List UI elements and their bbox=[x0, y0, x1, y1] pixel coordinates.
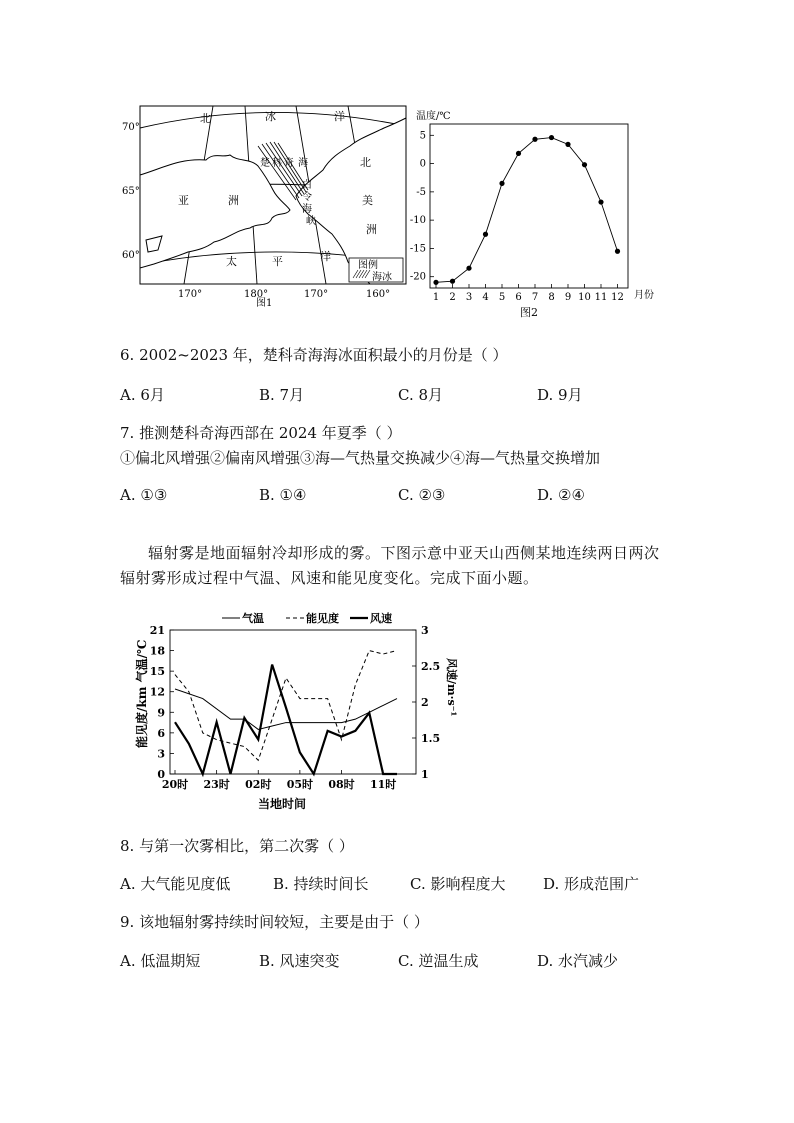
x-tick-label: 02时 bbox=[245, 778, 272, 791]
figure2-caption: 图2 bbox=[520, 306, 538, 319]
fig3-ylabel-right: 风速/m·s⁻¹ bbox=[445, 658, 458, 717]
x-tick-label: 11时 bbox=[369, 778, 397, 791]
y-tick-label: -5 bbox=[416, 186, 426, 198]
place-label: 北 bbox=[200, 112, 211, 125]
fig2-xunit: 月份 bbox=[634, 290, 654, 301]
legend-label: 风速 bbox=[370, 612, 392, 625]
question-7-statements: ①偏北风增强②偏南风增强③海—气热量交换减少④海—气热量交换增加 bbox=[120, 449, 601, 467]
lat-label: 65° bbox=[122, 186, 140, 197]
temperature-point bbox=[598, 199, 603, 204]
q8-option-d[interactable]: D. 形成范围广 bbox=[543, 875, 640, 893]
q6-option-d[interactable]: D. 9月 bbox=[537, 386, 583, 404]
temperature-point bbox=[549, 135, 554, 140]
q6-option-c[interactable]: C. 8月 bbox=[398, 386, 444, 404]
left-y-tick-label: 6 bbox=[157, 726, 165, 740]
place-label: 洲 bbox=[228, 194, 239, 207]
q8-option-c[interactable]: C. 影响程度大 bbox=[410, 875, 506, 893]
q7-option-d[interactable]: D. ②④ bbox=[537, 486, 585, 504]
place-label: 亚 bbox=[178, 194, 189, 207]
x-tick-label: 9 bbox=[564, 292, 572, 303]
right-y-tick-label: 3 bbox=[421, 624, 429, 637]
left-y-tick-label: 21 bbox=[149, 624, 165, 637]
place-label: 美 bbox=[362, 194, 373, 207]
fig2-ylabel: 温度/℃ bbox=[416, 111, 451, 122]
x-tick-label: 10 bbox=[578, 292, 591, 303]
right-y-tick-label: 2.5 bbox=[421, 660, 441, 673]
place-label: 洋 bbox=[320, 250, 331, 263]
x-tick-label: 11 bbox=[594, 292, 608, 303]
temperature-point bbox=[499, 181, 504, 186]
x-tick-label: 5 bbox=[498, 292, 506, 303]
place-label: 令 bbox=[302, 192, 312, 203]
figure2-temperature-chart bbox=[409, 106, 672, 322]
q7-option-a[interactable]: A. ①③ bbox=[120, 486, 168, 504]
y-tick-label: 0 bbox=[419, 158, 426, 170]
left-y-tick-label: 9 bbox=[157, 706, 165, 720]
left-y-tick-label: 18 bbox=[149, 644, 165, 658]
question-6-stem: 6. 2002~2023 年，楚科奇海海冰面积最小的月份是（ ） bbox=[120, 346, 508, 364]
place-label: 海 bbox=[302, 204, 312, 215]
x-tick-label: 08时 bbox=[328, 778, 355, 791]
temperature-point bbox=[615, 249, 620, 254]
x-tick-label: 8 bbox=[548, 292, 555, 303]
question-7-stem: 7. 推测楚科奇海西部在 2024 年夏季（ ） bbox=[120, 424, 402, 442]
right-y-tick-label: 1 bbox=[421, 768, 429, 781]
lon-label: 170° bbox=[178, 289, 203, 300]
passage-line-1: 辐射雾是地面辐射冷却形成的雾。下图示意中亚天山西侧某地连续两日两次 bbox=[148, 544, 660, 562]
y-tick-label: 5 bbox=[419, 130, 426, 142]
temperature-point bbox=[466, 266, 471, 271]
temperature-point bbox=[483, 232, 488, 237]
place-label: 洲 bbox=[366, 223, 377, 236]
legend-label: 能见度 bbox=[306, 612, 339, 625]
legend-sea-ice: 海冰 bbox=[372, 272, 392, 283]
y-tick-label: -10 bbox=[409, 215, 426, 227]
place-label: 太 bbox=[226, 255, 237, 268]
question-8-stem: 8. 与第一次雾相比，第二次雾（ ） bbox=[120, 837, 354, 855]
left-y-tick-label: 15 bbox=[149, 665, 165, 679]
place-label: 海 bbox=[298, 158, 308, 169]
figure1-map bbox=[118, 100, 418, 310]
x-tick-label: 4 bbox=[482, 292, 489, 303]
place-label: 洋 bbox=[334, 110, 345, 123]
q6-option-a[interactable]: A. 6月 bbox=[120, 386, 165, 404]
q7-option-c[interactable]: C. ②③ bbox=[398, 486, 446, 504]
x-tick-label: 1 bbox=[432, 292, 440, 303]
temperature-point bbox=[582, 162, 587, 167]
left-y-tick-label: 0 bbox=[157, 768, 165, 781]
place-label: 科 bbox=[272, 158, 282, 169]
y-tick-label: -20 bbox=[409, 271, 426, 283]
q9-option-a[interactable]: A. 低温期短 bbox=[120, 952, 201, 970]
q9-option-d[interactable]: D. 水汽减少 bbox=[537, 952, 619, 970]
lat-label: 60° bbox=[122, 250, 140, 261]
x-tick-label: 12 bbox=[611, 292, 624, 303]
x-tick-label: 05时 bbox=[286, 778, 314, 791]
y-tick-label: -15 bbox=[409, 243, 426, 255]
legend-label: 气温 bbox=[242, 612, 264, 625]
lon-label: 180° bbox=[244, 289, 269, 300]
temperature-point bbox=[433, 280, 438, 285]
x-tick-label: 3 bbox=[465, 292, 473, 303]
q6-option-b[interactable]: B. 7月 bbox=[259, 386, 305, 404]
x-tick-label: 23时 bbox=[203, 778, 230, 791]
place-label: 峡 bbox=[306, 216, 316, 227]
place-label: 北 bbox=[360, 156, 371, 169]
legend-title: 图例 bbox=[358, 260, 378, 271]
q9-option-c[interactable]: C. 逆温生成 bbox=[398, 952, 479, 970]
fog-chart bbox=[118, 606, 458, 816]
place-label: 冰 bbox=[265, 110, 276, 123]
passage-line-2: 辐射雾形成过程中气温、风速和能见度变化。完成下面小题。 bbox=[120, 569, 539, 587]
temperature-point bbox=[450, 279, 455, 284]
fig3-ylabel-left: 能见度/km 气温/℃ bbox=[135, 639, 149, 748]
figure1-caption: 图1 bbox=[256, 298, 273, 309]
place-label: 白 bbox=[302, 180, 312, 191]
left-y-tick-label: 3 bbox=[157, 747, 165, 761]
x-tick-label: 7 bbox=[531, 292, 539, 303]
fig3-xlabel: 当地时间 bbox=[258, 797, 307, 811]
place-label: 楚 bbox=[260, 158, 270, 169]
x-tick-label: 2 bbox=[449, 292, 456, 303]
x-tick-label: 20时 bbox=[161, 778, 189, 791]
q8-option-b[interactable]: B. 持续时间长 bbox=[273, 875, 369, 893]
left-y-tick-label: 12 bbox=[149, 685, 165, 699]
q7-option-b[interactable]: B. ①④ bbox=[259, 486, 307, 504]
temperature-point bbox=[565, 142, 570, 147]
lon-label: 170° bbox=[304, 289, 329, 300]
temperature-point bbox=[516, 151, 521, 156]
right-y-tick-label: 2 bbox=[421, 696, 429, 709]
q8-option-a[interactable]: A. 大气能见度低 bbox=[120, 875, 231, 893]
lon-label: 160° bbox=[366, 289, 391, 300]
q9-option-b[interactable]: B. 风速突变 bbox=[259, 952, 340, 970]
place-label: 奇 bbox=[284, 158, 294, 169]
place-label: 平 bbox=[272, 255, 283, 268]
question-9-stem: 9. 该地辐射雾持续时间较短，主要是由于（ ） bbox=[120, 913, 429, 931]
temperature-point bbox=[532, 137, 537, 142]
lat-label: 70° bbox=[122, 122, 140, 133]
right-y-tick-label: 1.5 bbox=[421, 732, 441, 745]
x-tick-label: 6 bbox=[515, 292, 522, 303]
